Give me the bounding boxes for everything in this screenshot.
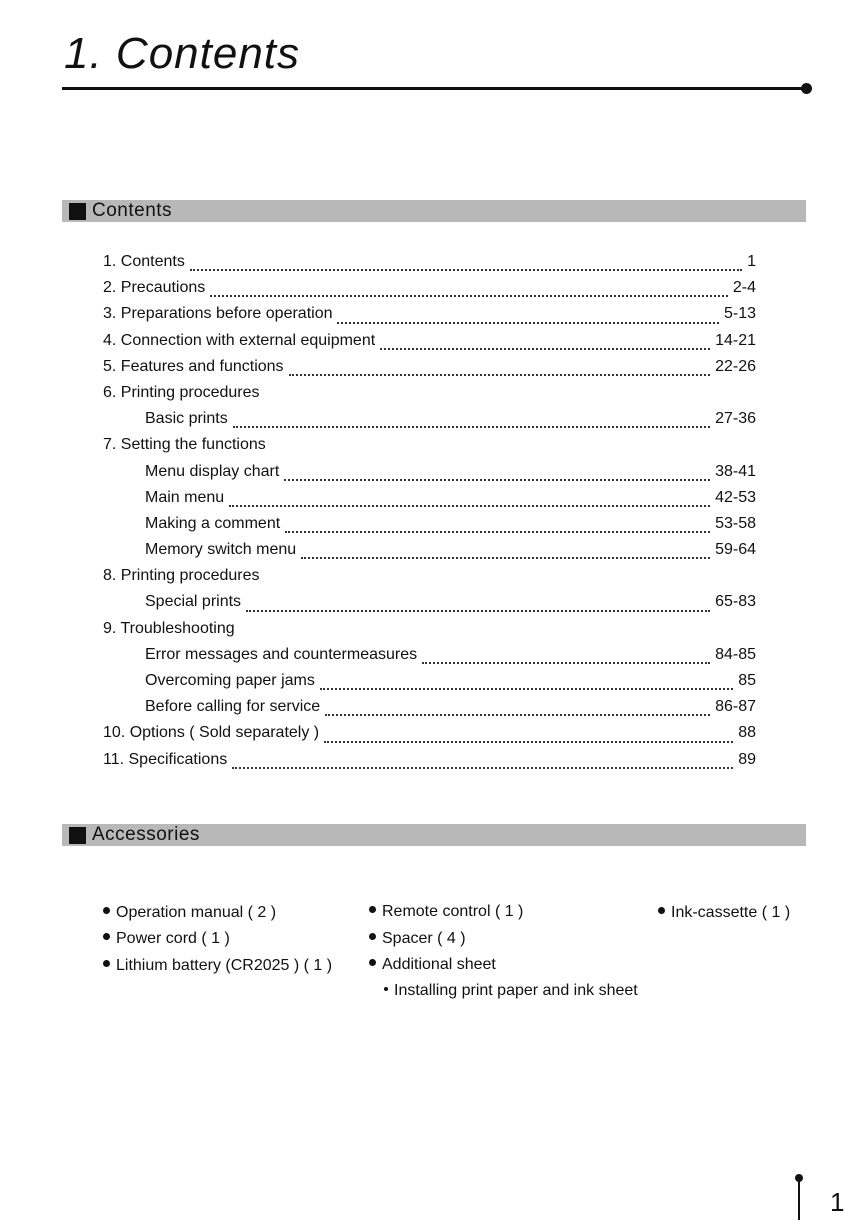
toc-entry-label: Making a comment bbox=[145, 514, 281, 532]
toc-subentry[interactable] bbox=[103, 668, 756, 694]
toc-entry-page: 5-13 bbox=[723, 305, 756, 323]
toc-leader-dots bbox=[422, 662, 710, 664]
accessory-label: Lithium battery (CR2025 ) ( 1 ) bbox=[116, 957, 333, 974]
bullet-icon bbox=[103, 960, 110, 967]
toc-entry-page: 84-85 bbox=[715, 645, 756, 663]
toc-entry-page: 42-53 bbox=[715, 488, 756, 506]
toc-leader-dots bbox=[289, 374, 711, 376]
accessory-label: Ink-cassette ( 1 ) bbox=[671, 904, 791, 921]
bullet-icon bbox=[103, 933, 110, 940]
toc-entry-page: 38-41 bbox=[715, 462, 756, 480]
toc-leader-dots bbox=[229, 505, 710, 507]
toc-leader-dots bbox=[246, 610, 710, 612]
toc-entry-label: Menu display chart bbox=[145, 462, 280, 480]
toc-entry[interactable] bbox=[103, 328, 756, 354]
toc-leader-dots bbox=[232, 767, 733, 769]
toc-entry-label: Memory switch menu bbox=[145, 541, 297, 559]
toc-entry-label: Overcoming paper jams bbox=[145, 672, 315, 689]
toc-entry-page: 53-58 bbox=[715, 514, 756, 532]
toc-group-heading bbox=[103, 432, 756, 458]
toc-subentry[interactable] bbox=[103, 459, 756, 485]
toc-entry-label: Special prints bbox=[145, 593, 242, 611]
toc-entry-page: 86-87 bbox=[715, 698, 756, 716]
toc-entry[interactable] bbox=[103, 747, 756, 773]
toc-group-heading bbox=[103, 380, 756, 406]
toc-subentry[interactable] bbox=[103, 485, 756, 511]
toc-group-heading bbox=[103, 616, 756, 642]
accessory-item bbox=[369, 929, 466, 949]
table-of-contents bbox=[103, 249, 756, 773]
toc-entry[interactable] bbox=[103, 249, 756, 275]
toc-entry-label: Main menu bbox=[145, 488, 225, 506]
toc-entry-label: Error messages and countermeasures bbox=[145, 645, 418, 663]
contents-section-heading: Contents bbox=[92, 200, 173, 221]
accessories-section-header bbox=[62, 824, 806, 846]
title-rule-end-dot bbox=[801, 83, 812, 94]
accessory-label: Spacer ( 4 ) bbox=[382, 930, 466, 947]
accessory-label: Additional sheet bbox=[382, 956, 496, 973]
section-square-icon bbox=[69, 827, 86, 844]
toc-leader-dots bbox=[324, 741, 733, 743]
toc-subentry[interactable] bbox=[103, 694, 756, 720]
toc-entry-label: 4. Connection with external equipment bbox=[103, 331, 376, 349]
toc-entry-page: 65-83 bbox=[715, 593, 756, 611]
accessory-item bbox=[369, 955, 496, 975]
bullet-icon bbox=[369, 933, 376, 940]
accessory-item bbox=[369, 902, 523, 922]
page-marker-rule bbox=[798, 1176, 800, 1220]
toc-entry-label: 3. Preparations before operation bbox=[103, 305, 333, 323]
contents-section-header bbox=[62, 200, 806, 222]
toc-group-label: 6. Printing procedures bbox=[103, 383, 260, 401]
toc-entry-page: 27-36 bbox=[715, 410, 756, 428]
small-bullet-icon bbox=[384, 987, 388, 991]
toc-entry-page: 2-4 bbox=[732, 279, 756, 297]
accessory-label: Operation manual ( 2 ) bbox=[116, 904, 277, 921]
toc-subentry[interactable] bbox=[103, 537, 756, 563]
toc-entry-label: 5. Features and functions bbox=[103, 357, 284, 375]
accessory-label: Power cord ( 1 ) bbox=[116, 930, 230, 947]
toc-leader-dots bbox=[301, 557, 710, 559]
bullet-icon bbox=[658, 907, 665, 914]
toc-leader-dots bbox=[284, 479, 710, 481]
toc-subentry[interactable] bbox=[103, 642, 756, 668]
section-square-icon bbox=[69, 203, 86, 220]
toc-entry-page: 89 bbox=[738, 750, 756, 768]
toc-leader-dots bbox=[380, 348, 710, 350]
bullet-icon bbox=[369, 959, 376, 966]
toc-group-label: 9. Troubleshooting bbox=[103, 619, 235, 637]
toc-entry[interactable] bbox=[103, 354, 756, 380]
toc-leader-dots bbox=[285, 531, 710, 533]
toc-subentry[interactable] bbox=[103, 406, 756, 432]
toc-entry-page: 59-64 bbox=[715, 541, 756, 559]
toc-leader-dots bbox=[233, 426, 710, 428]
accessory-item bbox=[103, 903, 276, 923]
toc-leader-dots bbox=[190, 269, 742, 271]
bullet-icon bbox=[103, 907, 110, 914]
toc-entry-label: Basic prints bbox=[145, 410, 228, 428]
page-title: 1. Contents bbox=[64, 29, 301, 78]
accessory-sublabel: Installing print paper and ink sheet bbox=[394, 982, 638, 999]
toc-leader-dots bbox=[325, 714, 710, 716]
toc-entry-page: 1 bbox=[747, 253, 756, 270]
title-rule bbox=[62, 87, 806, 90]
accessories-section-heading: Accessories bbox=[92, 824, 200, 845]
toc-leader-dots bbox=[337, 322, 718, 324]
toc-entry-label: 11. Specifications bbox=[103, 750, 228, 768]
toc-subentry[interactable] bbox=[103, 511, 756, 537]
toc-entry-label: Before calling for service bbox=[145, 698, 321, 716]
toc-entry[interactable] bbox=[103, 275, 756, 301]
bullet-icon bbox=[369, 906, 376, 913]
accessory-item bbox=[103, 956, 332, 976]
toc-entry[interactable] bbox=[103, 720, 756, 746]
toc-entry-page: 88 bbox=[738, 724, 756, 742]
toc-group-label: 7. Setting the functions bbox=[103, 436, 266, 454]
accessory-item bbox=[103, 929, 230, 949]
toc-entry-page: 14-21 bbox=[715, 331, 756, 349]
toc-group-label: 8. Printing procedures bbox=[103, 567, 260, 585]
toc-entry[interactable] bbox=[103, 301, 756, 327]
toc-entry-page: 85 bbox=[738, 672, 756, 689]
toc-entry-label: 10. Options ( Sold separately ) bbox=[103, 724, 320, 742]
accessory-subitem bbox=[384, 981, 638, 1001]
toc-leader-dots bbox=[320, 688, 733, 690]
toc-group-heading bbox=[103, 563, 756, 589]
page-number: 1 bbox=[830, 1187, 845, 1217]
accessory-label: Remote control ( 1 ) bbox=[382, 903, 524, 920]
toc-leader-dots bbox=[210, 295, 728, 297]
toc-entry-page: 22-26 bbox=[715, 357, 756, 375]
accessory-item bbox=[658, 903, 790, 923]
toc-entry-label: 1. Contents bbox=[103, 253, 185, 270]
toc-subentry[interactable] bbox=[103, 589, 756, 615]
toc-entry-label: 2. Precautions bbox=[103, 279, 206, 297]
